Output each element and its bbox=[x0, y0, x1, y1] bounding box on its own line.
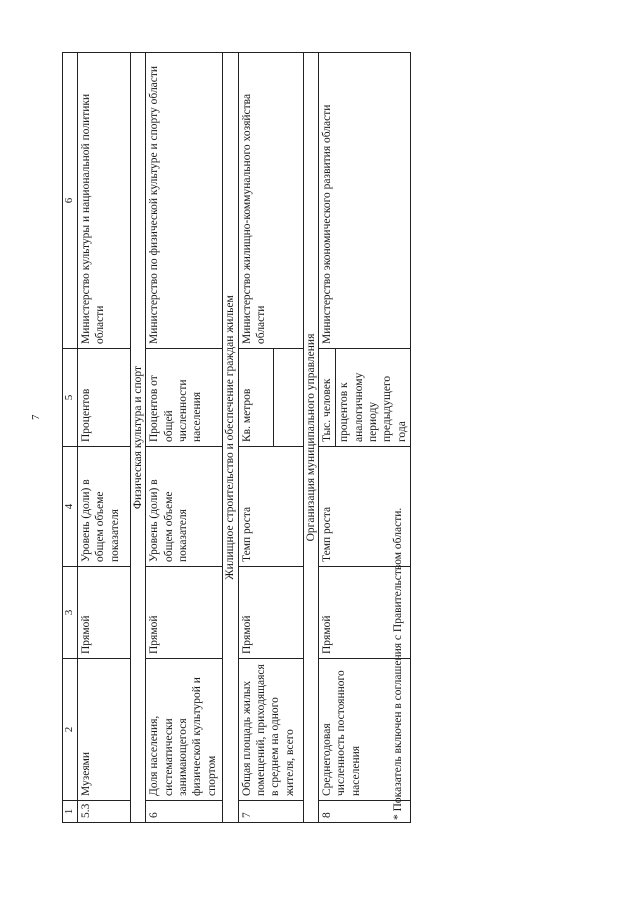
row-number: 5.3 bbox=[77, 801, 130, 823]
section-title: Жилищное строительство и обеспечение граждан жильем bbox=[223, 53, 238, 823]
header-cell: 1 bbox=[63, 801, 78, 823]
indicator-measure: Тыс. человек bbox=[320, 378, 333, 442]
section-title: Организация муниципального управления bbox=[303, 53, 318, 823]
section-row bbox=[223, 53, 238, 823]
section-row bbox=[303, 53, 318, 823]
indicator-measure: Процентов bbox=[77, 349, 130, 447]
section-row bbox=[130, 53, 145, 823]
indicator-unit-type: Уровень (доли) в общем объеме показателя bbox=[146, 447, 223, 567]
indicator-measure-secondary: процентов к аналогичному периоду предыдущего года bbox=[335, 349, 410, 446]
header-cell: 4 bbox=[63, 447, 78, 567]
indicator-measure-secondary bbox=[273, 349, 301, 446]
indicator-name: Среднегодовая численность постоянного населения bbox=[318, 659, 410, 801]
indicator-measure-cell bbox=[318, 349, 410, 447]
row-number: 7 bbox=[238, 801, 303, 823]
section-title: Физическая культура и спорт bbox=[130, 53, 145, 823]
indicators-table bbox=[62, 52, 411, 823]
indicator-measure: Кв. метров bbox=[240, 388, 253, 442]
indicator-kind: Прямой bbox=[77, 567, 130, 659]
indicator-name: Общая площадь жилых помещений, приходящаяся в среднем на одного жителя, всего bbox=[238, 659, 303, 801]
responsible-body: Министерство по физической культуре и спорту области bbox=[146, 53, 223, 349]
header-cell: 5 bbox=[63, 349, 78, 447]
footnote: * Показатель включен в соглашения с Правительством области. bbox=[392, 507, 404, 820]
row-number: 8 bbox=[318, 801, 410, 823]
indicator-kind: Прямой bbox=[238, 567, 303, 659]
indicator-unit-type: Темп роста bbox=[318, 447, 410, 567]
indicator-kind: Прямой bbox=[318, 567, 410, 659]
responsible-body: Министерство культуры и национальной политики области bbox=[77, 53, 130, 349]
indicator-name: Музеями bbox=[77, 659, 130, 801]
indicator-name: Доля населения, систематически занимающегося физической культурой и спортом bbox=[146, 659, 223, 801]
indicator-unit-type: Уровень (доли) в общем объеме показателя bbox=[77, 447, 130, 567]
page-number: 7 bbox=[30, 414, 42, 420]
indicator-unit-type: Темп роста bbox=[238, 447, 303, 567]
table-row bbox=[146, 53, 223, 823]
indicator-measure: Процентов от общей численности населения bbox=[146, 349, 223, 447]
responsible-body: Министерство экономического развития области bbox=[318, 53, 410, 349]
table-row bbox=[77, 53, 130, 823]
indicator-kind: Прямой bbox=[146, 567, 223, 659]
indicator-measure-cell bbox=[238, 349, 303, 447]
header-cell: 2 bbox=[63, 659, 78, 801]
responsible-body: Министерство жилищно-коммунального хозяйства области bbox=[238, 53, 303, 349]
table-row bbox=[238, 53, 303, 823]
table-header-row bbox=[63, 53, 78, 823]
header-cell: 3 bbox=[63, 567, 78, 659]
header-cell: 6 bbox=[63, 53, 78, 349]
row-number: 6 bbox=[146, 801, 223, 823]
